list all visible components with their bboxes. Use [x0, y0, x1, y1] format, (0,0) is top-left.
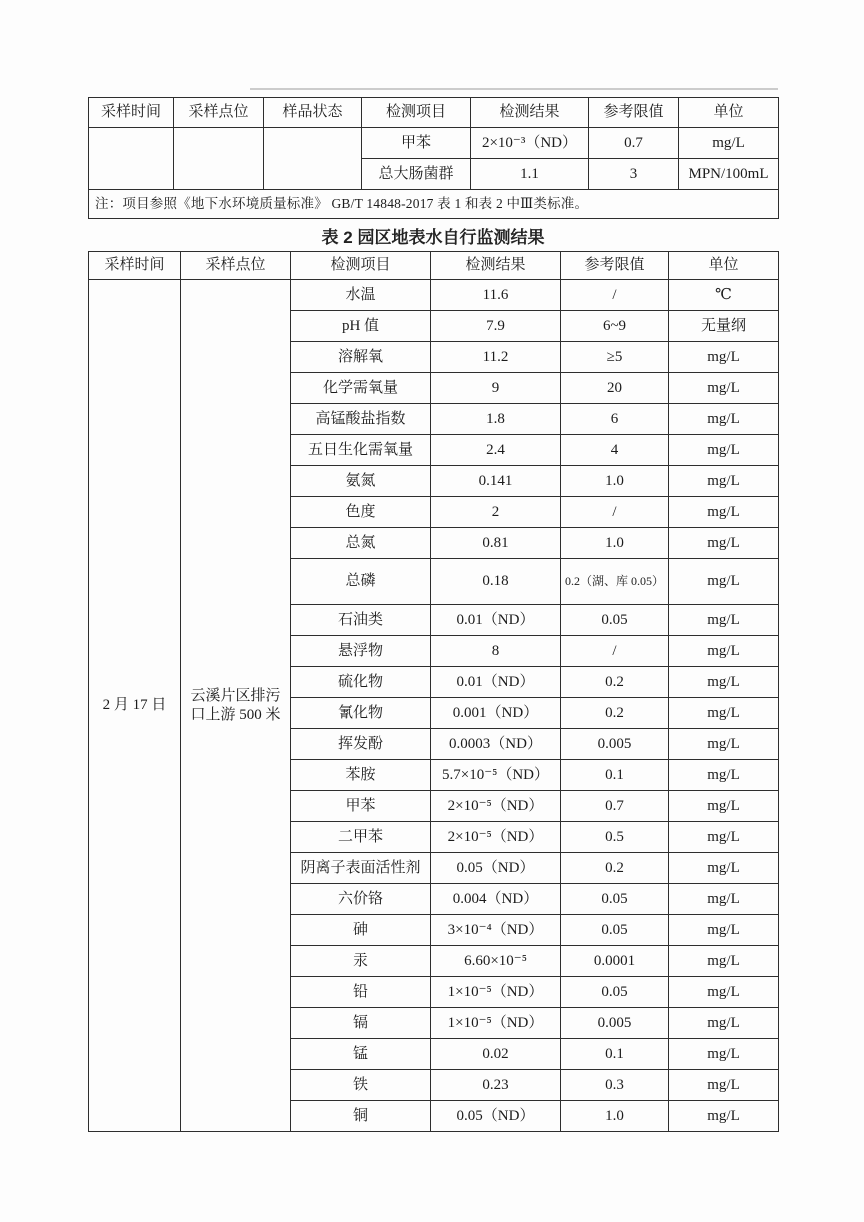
- header-sample-time: 采样时间: [89, 252, 181, 280]
- result-cell: 0.23: [431, 1070, 561, 1101]
- result-cell: 2×10⁻⁵（ND）: [431, 791, 561, 822]
- header-sample-time: 采样时间: [89, 98, 174, 128]
- header-unit: 单位: [679, 98, 779, 128]
- limit-cell: /: [561, 497, 669, 528]
- limit-cell: 0.005: [561, 1008, 669, 1039]
- result-cell: 1×10⁻⁵（ND）: [431, 977, 561, 1008]
- unit-cell: mg/L: [669, 1070, 779, 1101]
- result-cell: 0.01（ND）: [431, 667, 561, 698]
- result-cell: 11.2: [431, 342, 561, 373]
- empty-time-cell: [89, 128, 174, 190]
- result-cell: 0.05（ND）: [431, 853, 561, 884]
- item-cell: pH 值: [291, 311, 431, 342]
- limit-cell: 0.05: [561, 884, 669, 915]
- item-cell: 悬浮物: [291, 636, 431, 667]
- table2-header-row: [89, 252, 779, 280]
- unit-cell: ℃: [669, 280, 779, 311]
- unit-cell: mg/L: [669, 698, 779, 729]
- unit-cell: mg/L: [669, 636, 779, 667]
- item-cell: 总磷: [291, 559, 431, 605]
- unit-cell: mg/L: [669, 822, 779, 853]
- item-cell: 氨氮: [291, 466, 431, 497]
- limit-cell: 0.5: [561, 822, 669, 853]
- header-unit: 单位: [669, 252, 779, 280]
- header-limit: 参考限值: [561, 252, 669, 280]
- unit-cell: mg/L: [669, 528, 779, 559]
- table1-header-row: [89, 98, 779, 128]
- result-cell: 2×10⁻⁵（ND）: [431, 822, 561, 853]
- unit-cell: mg/L: [669, 466, 779, 497]
- unit-cell: mg/L: [679, 128, 779, 159]
- limit-cell: 6: [561, 404, 669, 435]
- limit-cell: 0.2（湖、库 0.05）: [561, 559, 669, 605]
- item-cell: 铁: [291, 1070, 431, 1101]
- table2-title: 表 2 园区地表水自行监测结果: [321, 228, 545, 247]
- result-cell: 2: [431, 497, 561, 528]
- unit-cell: 无量纲: [669, 311, 779, 342]
- table1-note: 注：项目参照《地下水环境质量标准》 GB/T 14848-2017 表 1 和表 2 中Ⅲ类标准。: [89, 190, 779, 219]
- unit-cell: mg/L: [669, 559, 779, 605]
- empty-state-cell: [264, 128, 362, 190]
- item-cell: 化学需氧量: [291, 373, 431, 404]
- limit-cell: 0.1: [561, 760, 669, 791]
- item-cell: 石油类: [291, 605, 431, 636]
- result-cell: 6.60×10⁻⁵: [431, 946, 561, 977]
- table2-body: [89, 280, 779, 1132]
- unit-cell: MPN/100mL: [679, 159, 779, 190]
- limit-cell: 1.0: [561, 1101, 669, 1132]
- limit-cell: 0.05: [561, 605, 669, 636]
- unit-cell: mg/L: [669, 342, 779, 373]
- table-row: [89, 128, 779, 159]
- unit-cell: mg/L: [669, 1039, 779, 1070]
- limit-cell: 0.7: [589, 128, 679, 159]
- unit-cell: mg/L: [669, 497, 779, 528]
- result-cell: 0.18: [431, 559, 561, 605]
- header-limit: 参考限值: [589, 98, 679, 128]
- result-cell: 0.001（ND）: [431, 698, 561, 729]
- unit-cell: mg/L: [669, 729, 779, 760]
- item-cell: 甲苯: [362, 128, 471, 159]
- table-row: [89, 280, 779, 311]
- item-cell: 阴离子表面活性剂: [291, 853, 431, 884]
- result-cell: 3×10⁻⁴（ND）: [431, 915, 561, 946]
- item-cell: 铜: [291, 1101, 431, 1132]
- result-cell: 0.05（ND）: [431, 1101, 561, 1132]
- result-cell: 11.6: [431, 280, 561, 311]
- unit-cell: mg/L: [669, 404, 779, 435]
- item-cell: 高锰酸盐指数: [291, 404, 431, 435]
- table1-groundwater: [88, 97, 779, 219]
- limit-cell: ≥5: [561, 342, 669, 373]
- empty-site-cell: [174, 128, 264, 190]
- result-cell: 0.004（ND）: [431, 884, 561, 915]
- header-item: 检测项目: [291, 252, 431, 280]
- result-cell: 9: [431, 373, 561, 404]
- unit-cell: mg/L: [669, 977, 779, 1008]
- header-result: 检测结果: [431, 252, 561, 280]
- table1-note-row: [89, 190, 779, 219]
- result-cell: 0.02: [431, 1039, 561, 1070]
- result-cell: 1.1: [471, 159, 589, 190]
- unit-cell: mg/L: [669, 946, 779, 977]
- item-cell: 锰: [291, 1039, 431, 1070]
- limit-cell: 1.0: [561, 466, 669, 497]
- result-cell: 0.81: [431, 528, 561, 559]
- unit-cell: mg/L: [669, 1101, 779, 1132]
- item-cell: 六价铬: [291, 884, 431, 915]
- limit-cell: 0.0001: [561, 946, 669, 977]
- result-cell: 2.4: [431, 435, 561, 466]
- unit-cell: mg/L: [669, 1008, 779, 1039]
- result-cell: 1×10⁻⁵（ND）: [431, 1008, 561, 1039]
- result-cell: 5.7×10⁻⁵（ND）: [431, 760, 561, 791]
- page-content: [88, 97, 778, 1132]
- header-sample-site: 采样点位: [181, 252, 291, 280]
- item-cell: 总氮: [291, 528, 431, 559]
- result-cell: 7.9: [431, 311, 561, 342]
- unit-cell: mg/L: [669, 915, 779, 946]
- header-item: 检测项目: [362, 98, 471, 128]
- result-cell: 2×10⁻³（ND）: [471, 128, 589, 159]
- result-cell: 0.141: [431, 466, 561, 497]
- limit-cell: 0.2: [561, 698, 669, 729]
- unit-cell: mg/L: [669, 605, 779, 636]
- table2-surface-water: [88, 251, 779, 1132]
- limit-cell: 0.2: [561, 853, 669, 884]
- sample-site-cell: 云溪片区排污口上游 500 米: [181, 280, 291, 1132]
- limit-cell: 1.0: [561, 528, 669, 559]
- sample-time-cell: 2 月 17 日: [89, 280, 181, 1132]
- item-cell: 色度: [291, 497, 431, 528]
- unit-cell: mg/L: [669, 853, 779, 884]
- result-cell: 8: [431, 636, 561, 667]
- limit-cell: 0.1: [561, 1039, 669, 1070]
- limit-cell: 0.05: [561, 977, 669, 1008]
- item-cell: 苯胺: [291, 760, 431, 791]
- header-sample-site: 采样点位: [174, 98, 264, 128]
- limit-cell: 6~9: [561, 311, 669, 342]
- item-cell: 硫化物: [291, 667, 431, 698]
- item-cell: 水温: [291, 280, 431, 311]
- unit-cell: mg/L: [669, 667, 779, 698]
- item-cell: 砷: [291, 915, 431, 946]
- limit-cell: 20: [561, 373, 669, 404]
- limit-cell: 0.005: [561, 729, 669, 760]
- result-cell: 1.8: [431, 404, 561, 435]
- item-cell: 溶解氧: [291, 342, 431, 373]
- limit-cell: 0.2: [561, 667, 669, 698]
- item-cell: 挥发酚: [291, 729, 431, 760]
- scan-artifact-line: [250, 88, 778, 90]
- unit-cell: mg/L: [669, 435, 779, 466]
- item-cell: 汞: [291, 946, 431, 977]
- item-cell: 镉: [291, 1008, 431, 1039]
- unit-cell: mg/L: [669, 884, 779, 915]
- unit-cell: mg/L: [669, 791, 779, 822]
- item-cell: 二甲苯: [291, 822, 431, 853]
- result-cell: 0.0003（ND）: [431, 729, 561, 760]
- limit-cell: 3: [589, 159, 679, 190]
- limit-cell: 0.7: [561, 791, 669, 822]
- unit-cell: mg/L: [669, 760, 779, 791]
- header-sample-state: 样品状态: [264, 98, 362, 128]
- item-cell: 氰化物: [291, 698, 431, 729]
- header-result: 检测结果: [471, 98, 589, 128]
- limit-cell: 0.3: [561, 1070, 669, 1101]
- limit-cell: /: [561, 280, 669, 311]
- result-cell: 0.01（ND）: [431, 605, 561, 636]
- item-cell: 五日生化需氧量: [291, 435, 431, 466]
- limit-cell: 4: [561, 435, 669, 466]
- item-cell: 总大肠菌群: [362, 159, 471, 190]
- limit-cell: 0.05: [561, 915, 669, 946]
- unit-cell: mg/L: [669, 373, 779, 404]
- limit-cell: /: [561, 636, 669, 667]
- item-cell: 铅: [291, 977, 431, 1008]
- item-cell: 甲苯: [291, 791, 431, 822]
